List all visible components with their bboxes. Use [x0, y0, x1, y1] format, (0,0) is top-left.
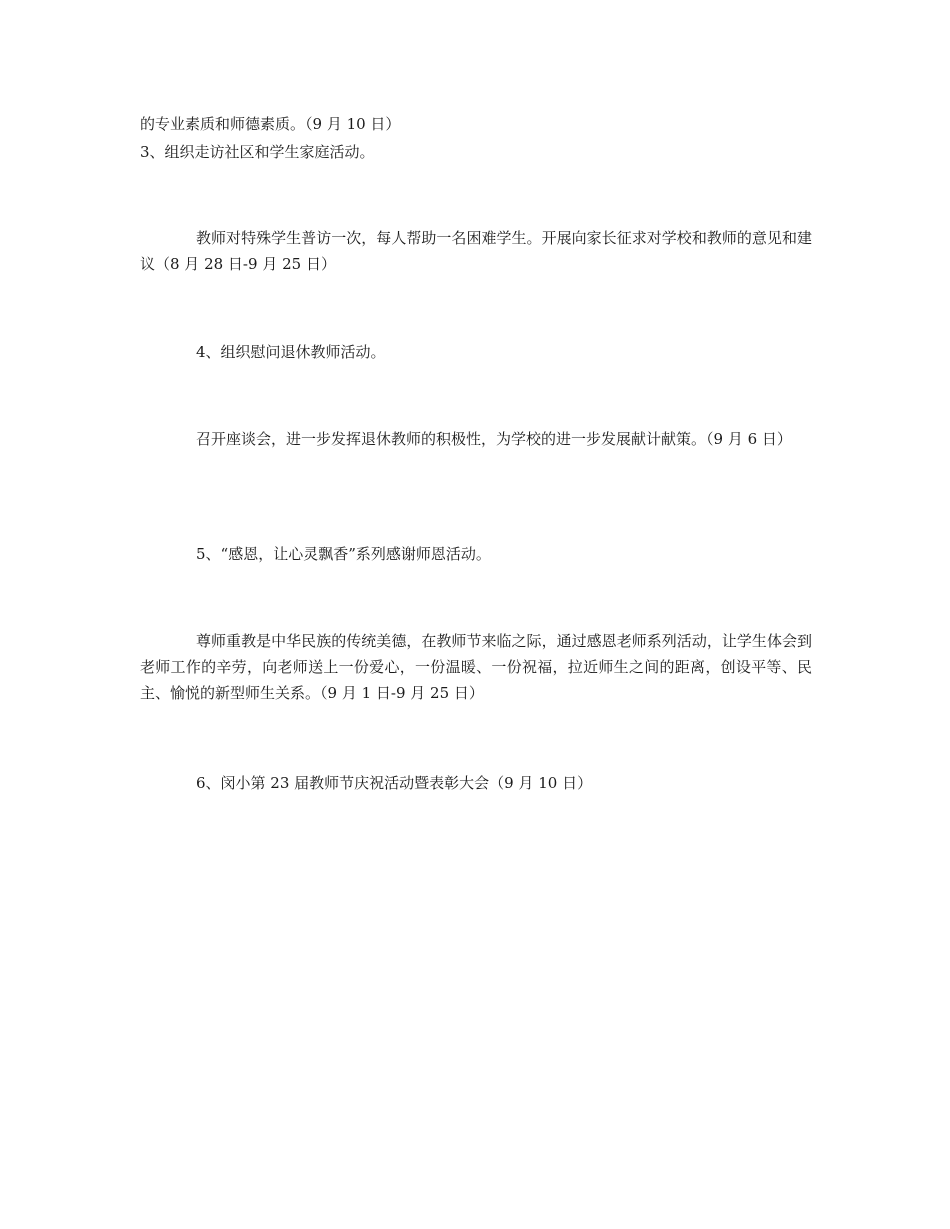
item-3-heading: 3、组织走访社区和学生家庭活动。: [140, 143, 375, 161]
item-3-paragraph: 教师对特殊学生普访一次，每人帮助一名困难学生。开展向家长征求对学校和教师的意见和建议（8 月 28 日-9 月 25 日）: [140, 229, 812, 273]
item-5-paragraph: 尊师重教是中华民族的传统美德，在教师节来临之际，通过感恩老师系列活动，让学生体会到老师工作的辛劳，向老师送上一份爱心，一份温暖、一份祝福，拉近师生之间的距离，创设平等、民主、愉悦的新型师生关系。（9 月 1 日-9 月 25 日）: [140, 632, 812, 702]
item-4-paragraph: 召开座谈会，进一步发挥退休教师的积极性，为学校的进一步发展献计献策。（9 月 6 日）: [196, 430, 792, 448]
item-6-heading: 6、闵小第 23 届教师节庆祝活动暨表彰大会（9 月 10 日）: [196, 774, 593, 792]
item-4-heading: 4、组织慰问退休教师活动。: [196, 343, 386, 361]
continuation-line: 的专业素质和师德素质。（9 月 10 日）: [140, 115, 401, 133]
item-5-heading: 5、“感恩，让心灵飘香”系列感谢师恩活动。: [196, 545, 491, 563]
